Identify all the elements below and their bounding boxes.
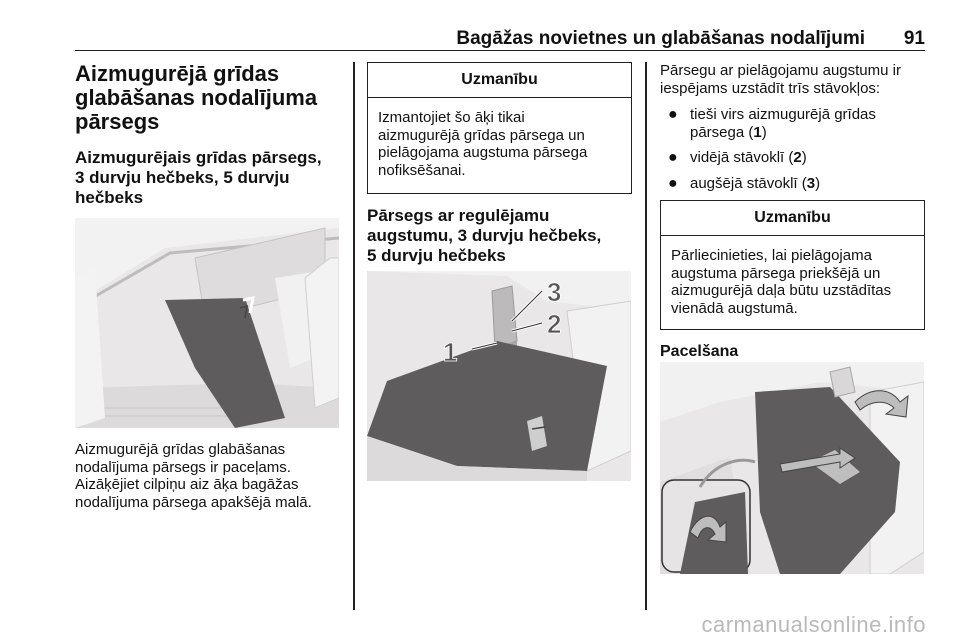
header-title: Bagāžas novietnes un glabāšanas nodalījumi bbox=[456, 28, 865, 49]
position-number: 2 bbox=[793, 149, 802, 166]
list-item bbox=[660, 149, 928, 167]
watermark: carmanualsonline.info bbox=[701, 612, 926, 637]
position-number: 3 bbox=[806, 174, 816, 192]
caution-text bbox=[661, 236, 924, 327]
intro-line: iespējams uzstādīt trīs stāvokļos: bbox=[660, 79, 881, 97]
column-3 bbox=[660, 62, 928, 362]
list-item-text: ) bbox=[815, 174, 821, 192]
illustration-lifting bbox=[660, 362, 924, 574]
illustration-floor-cover bbox=[75, 218, 339, 428]
paragraph-line: Aizāķējiet cilpiņu aiz āķa bagāžas bbox=[75, 476, 299, 493]
caution-box bbox=[367, 62, 632, 194]
list-item-text: tieši virs aizmugurējā grīdas bbox=[690, 106, 876, 123]
callout-1: 1 bbox=[443, 337, 458, 367]
bullet-icon: ● bbox=[668, 149, 678, 166]
subheading bbox=[367, 206, 632, 266]
intro-paragraph bbox=[660, 62, 928, 97]
callout-2: 2 bbox=[547, 309, 562, 339]
caution-line: nofiksēšanai. bbox=[378, 161, 466, 179]
intro-line: Pārsegu ar pielāgojamu augstumu ir bbox=[660, 62, 901, 79]
subheading-lifting: Pacelšana bbox=[660, 343, 739, 360]
list-item-text: ) bbox=[761, 123, 767, 141]
subheading-line: hečbeks bbox=[75, 188, 144, 207]
paragraph-line: Aizmugurējā grīdas glabāšanas bbox=[75, 441, 286, 458]
caution-box bbox=[660, 200, 925, 330]
subheading bbox=[75, 148, 341, 208]
list-item bbox=[660, 106, 928, 141]
caution-line: vienādā augstumā. bbox=[671, 299, 798, 317]
caution-line: Pārliecinieties, lai pielāgojama bbox=[671, 247, 872, 264]
subheading-line: Pārsegs ar regulējamu bbox=[367, 206, 550, 225]
page-header bbox=[75, 26, 925, 51]
paragraph bbox=[75, 441, 345, 511]
list-item-text bbox=[690, 149, 928, 167]
subheading-line: 3 durvju hečbeks, 5 durvju bbox=[75, 168, 290, 187]
caution-line: pielāgojama augstuma pārsega bbox=[378, 144, 588, 161]
column-1 bbox=[75, 62, 341, 208]
illustration-adjustable-cover bbox=[367, 271, 631, 481]
paragraph-line: nodalījuma pārsega apakšējā malā. bbox=[75, 493, 312, 511]
position-list bbox=[660, 106, 928, 192]
bullet-icon: ● bbox=[668, 174, 678, 192]
column-2 bbox=[367, 62, 632, 266]
heading-line: pārsegs bbox=[75, 109, 160, 134]
caution-line: aizmugurējā daļa būtu uzstādītas bbox=[671, 282, 892, 299]
list-item-text bbox=[690, 124, 928, 142]
list-item-text: pārsega ( bbox=[690, 123, 754, 141]
heading-line: glabāšanas nodalījuma bbox=[75, 85, 318, 110]
section-heading bbox=[75, 62, 341, 134]
paragraph-line: nodalījuma pārsegs ir paceļams. bbox=[75, 458, 291, 476]
caution-title: Uzmanību bbox=[661, 201, 924, 236]
caution-line: aizmugurējā grīdas pārsega un bbox=[378, 126, 585, 144]
caution-line: Izmantojiet šo āķi tikai bbox=[378, 109, 525, 126]
page-number: 91 bbox=[903, 28, 925, 49]
subheading-line: Aizmugurējais grīdas pārsegs, bbox=[75, 148, 322, 167]
column-divider-2 bbox=[645, 62, 647, 610]
column-divider-1 bbox=[353, 62, 355, 610]
subheading-line: 5 durvju hečbeks bbox=[367, 246, 506, 265]
list-item-text: ) bbox=[801, 149, 807, 166]
list-item-text: vidējā stāvoklī ( bbox=[690, 149, 794, 166]
subheading-line: augstumu, 3 durvju hečbeks, bbox=[367, 226, 602, 245]
list-item-text: augšējā stāvoklī ( bbox=[690, 174, 807, 192]
list-item bbox=[660, 175, 928, 193]
position-number: 1 bbox=[753, 123, 762, 141]
heading-line: Aizmugurējā grīdas bbox=[75, 61, 280, 86]
bullet-icon: ● bbox=[668, 106, 678, 123]
caution-line: augstuma pārsega priekšējā un bbox=[671, 264, 881, 282]
list-item-text bbox=[690, 175, 928, 193]
caution-text bbox=[368, 98, 631, 189]
column-1-text bbox=[75, 441, 345, 511]
callout-3: 3 bbox=[547, 277, 562, 307]
caution-title: Uzmanību bbox=[368, 63, 631, 98]
